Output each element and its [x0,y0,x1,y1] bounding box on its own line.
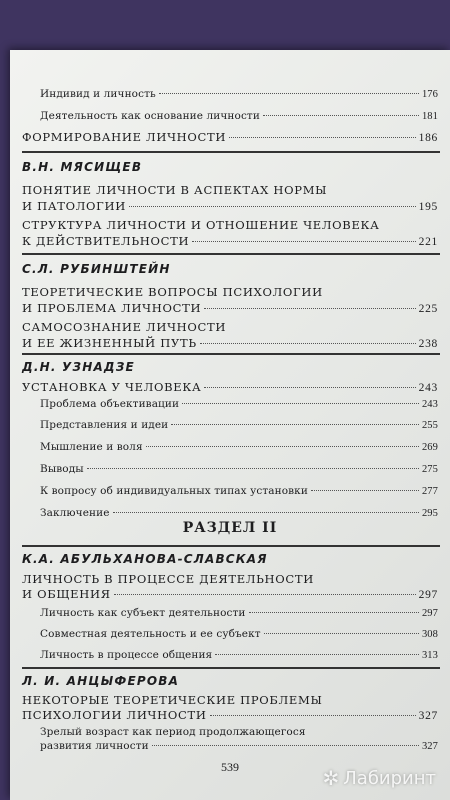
section-divider [22,545,440,547]
toc-entry-title: Индивид и личность [40,88,156,100]
watermark [322,766,436,790]
dot-leader [182,403,419,404]
author-heading: В.Н. МЯСИЩЕВ [22,160,143,174]
toc-entry-title: Мышление и воля [40,441,143,453]
toc-entry-title: ПСИХОЛОГИИ ЛИЧНОСТИ [22,708,207,722]
toc-entry-title: К вопросу об индивидуальных типах установки [40,485,308,497]
section-divider [22,151,440,153]
section-heading: РАЗДЕЛ II [182,520,278,536]
dot-leader [204,308,415,309]
toc-entry-title: СТРУКТУРА ЛИЧНОСТИ И ОТНОШЕНИЕ ЧЕЛОВЕКА [22,218,380,232]
toc-entry-title: Личность как субъект деятельности [40,607,246,619]
toc-subentry [40,419,438,431]
toc-entry-title: ФОРМИРОВАНИЕ ЛИЧНОСТИ [22,130,227,144]
toc-entry-title: И ЕЕ ЖИЗНЕННЫЙ ПУТЬ [22,336,197,350]
labyrinth-logo-icon: ✲ [322,766,340,790]
toc-entry-title: Проблема объективации [40,398,180,410]
toc-entry-page: 295 [421,508,438,519]
toc-entry [22,708,438,722]
toc-entry-page: 327 [421,741,438,752]
section-divider [22,353,440,355]
toc-entry-line [22,183,327,197]
section-divider [22,253,440,255]
toc-entry-title: ЛИЧНОСТЬ В ПРОЦЕССЕ ДЕЯТЕЛЬНОСТИ [22,572,315,586]
toc-entry-line [22,693,322,707]
toc-entry-page: 181 [421,111,438,122]
toc-entry [22,336,438,350]
toc-entry-line [22,285,323,299]
toc-entry-page: 275 [421,464,438,475]
toc-entry-page: 313 [421,650,438,661]
dot-leader [171,424,419,425]
toc-entry-title: Выводы [40,463,84,475]
toc-subentry [40,628,438,640]
toc-entry-page: 195 [418,201,438,213]
toc-subentry [40,441,438,453]
dot-leader [311,490,419,491]
book-page [10,50,450,800]
toc-entry-page: 269 [421,442,438,453]
toc-entry [22,234,438,248]
toc-entry-page: 176 [421,89,438,100]
toc-entry-title: Представления и идеи [40,419,169,431]
toc-subentry [40,398,438,410]
dot-leader [152,745,419,746]
toc-entry-page: 277 [421,486,438,497]
watermark-text: Лабиринт [343,767,436,789]
dot-leader [146,446,419,447]
toc-subentry [40,463,438,475]
toc-entry-title: САМОСОЗНАНИЕ ЛИЧНОСТИ [22,320,227,334]
toc-entry-title: И ОБЩЕНИЯ [22,587,111,601]
toc-entry-page: 308 [421,629,438,640]
toc-entry [22,199,438,213]
dot-leader [263,115,419,116]
toc-entry [22,301,438,315]
toc-entry-page: 243 [421,399,438,410]
toc-entry-page: 238 [418,338,438,350]
toc-entry-title: ТЕОРЕТИЧЕСКИЕ ВОПРОСЫ ПСИХОЛОГИИ [22,285,323,299]
toc-subentry [40,607,438,619]
toc-entry-line [22,218,380,232]
author-heading: Д.Н. УЗНАДЗЕ [22,360,135,374]
toc-subentry [40,740,438,752]
dot-leader [264,633,419,634]
dot-leader [129,206,416,207]
page-number: 539 [221,760,239,774]
toc-entry-title: НЕКОТОРЫЕ ТЕОРЕТИЧЕСКИЕ ПРОБЛЕМЫ [22,693,323,707]
author-heading: Л. И. АНЦЫФЕРОВА [22,674,180,688]
toc-entry-line [22,572,314,586]
toc-entry [22,587,438,601]
dot-leader [229,137,416,138]
toc-entry-page: 327 [418,710,438,722]
toc-subentry [40,507,438,519]
toc-entry-page: 225 [418,303,438,315]
toc-entry-title: Личность в процессе общения [40,649,213,661]
toc-entry-page: 255 [421,420,438,431]
author-heading: С.Л. РУБИНШТЕЙН [22,262,171,276]
toc-entry-title: Деятельность как основание личности [40,110,260,122]
toc-entry-title: Зрелый возраст как период продолжающегося [40,726,306,738]
toc-entry-page: 186 [418,132,438,144]
toc-entry-title: К ДЕЙСТВИТЕЛЬНОСТИ [22,234,190,248]
toc-entry-line [22,320,226,334]
dot-leader [192,241,415,242]
toc-entry [22,380,438,394]
toc-entry [22,130,438,144]
toc-entry-page: 297 [418,589,438,601]
dot-leader [159,93,419,94]
toc-entry-title: Совместная деятельность и ее субъект [40,628,261,640]
toc-subentry [40,485,438,497]
toc-subentry-line [40,726,306,738]
author-heading: К.А. АБУЛЬХАНОВА-СЛАВСКАЯ [22,552,268,566]
toc-entry-page: 297 [421,608,438,619]
dot-leader [114,594,416,595]
dot-leader [249,612,419,613]
toc-entry-title: УСТАНОВКА У ЧЕЛОВЕКА [22,380,202,394]
toc-entry [40,110,438,122]
toc-entry-title: ПОНЯТИЕ ЛИЧНОСТИ В АСПЕКТАХ НОРМЫ [22,183,328,197]
dot-leader [215,654,419,655]
dot-leader [87,468,419,469]
toc-subentry [40,649,438,661]
toc-entry-title: И ПРОБЛЕМА ЛИЧНОСТИ [22,301,202,315]
dot-leader [204,387,415,388]
toc-entry [40,88,438,100]
dot-leader [200,343,416,344]
dot-leader [210,715,416,716]
toc-entry-title: Заключение [40,507,110,519]
toc-entry-title: И ПАТОЛОГИИ [22,199,126,213]
section-divider [22,667,440,669]
dot-leader [113,512,419,513]
toc-entry-page: 221 [418,236,438,248]
toc-entry-page: 243 [418,382,438,394]
toc-entry-title: развития личности [40,740,149,752]
